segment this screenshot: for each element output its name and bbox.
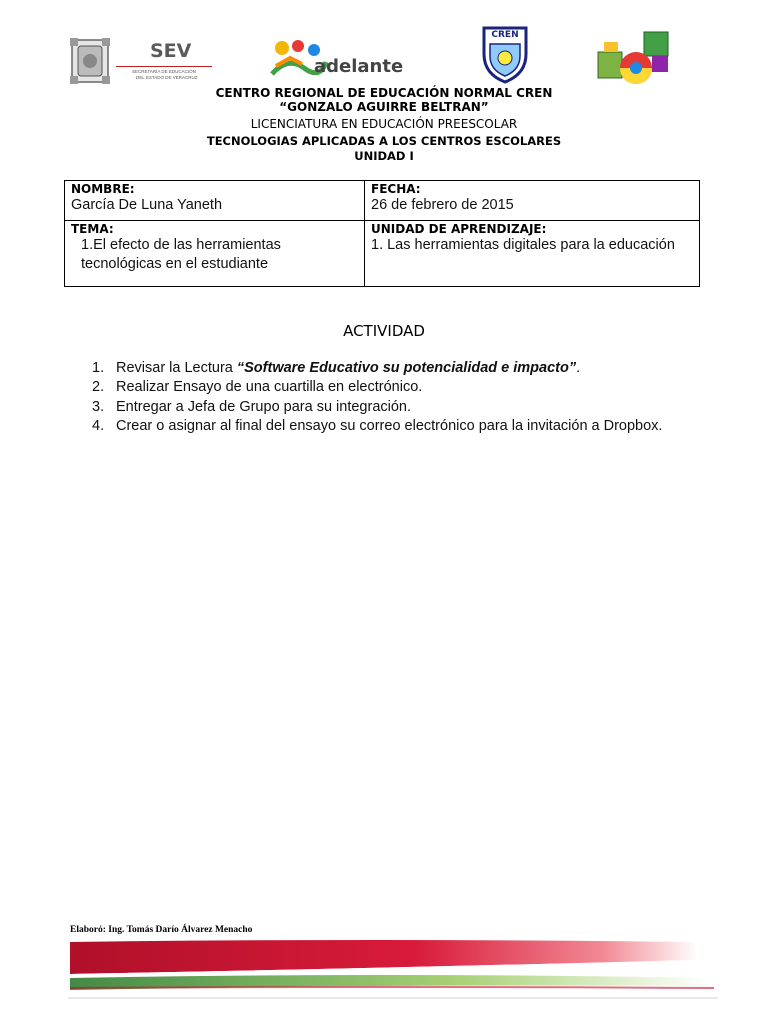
adelante-logo-text: adelante — [314, 56, 404, 77]
table-row — [65, 181, 700, 221]
list-item — [92, 378, 662, 397]
info-table — [64, 180, 700, 287]
fecha-cell — [365, 181, 700, 221]
list-item-number: 3. — [92, 398, 105, 415]
footer-banner — [68, 938, 718, 1000]
sev-logo — [116, 40, 216, 86]
unidad-label: UNIDAD DE APRENDIZAJE: — [371, 222, 547, 236]
list-item — [92, 417, 662, 436]
tema-cell — [65, 221, 365, 287]
sev-logo-subtitle-1: SECRETARÍA DE EDUCACIÓN — [132, 69, 196, 74]
nombre-cell — [65, 181, 365, 221]
toy-blocks-logo — [596, 28, 672, 86]
nombre-label: NOMBRE: — [71, 182, 135, 196]
list-item — [92, 398, 662, 417]
fecha-value: 26 de febrero de 2015 — [371, 197, 514, 213]
degree-name: LICENCIATURA EN EDUCACIÓN PREESCOLAR — [250, 117, 518, 131]
unidad-value: 1. Las herramientas digitales para la educación — [371, 237, 675, 253]
tema-label: TEMA: — [71, 222, 114, 236]
list-item-text: Revisar la Lectura — [116, 360, 237, 376]
sev-logo-subtitle-2: DEL ESTADO DE VERACRUZ — [136, 75, 198, 80]
school-subname: “GONZALO AGUIRRE BELTRAN” — [279, 100, 489, 114]
list-item-text: Realizar Ensayo de una cuartilla en electrónico. — [116, 379, 423, 396]
list-item — [92, 359, 662, 378]
veracruz-coat-of-arms-logo — [68, 36, 112, 86]
list-item-text-end: . — [576, 360, 581, 376]
reading-title: “Software Educativo su potencialidad e impacto” — [236, 360, 577, 376]
school-name: CENTRO REGIONAL DE EDUCACIÓN NORMAL CREN — [215, 86, 553, 100]
list-item-number: 1. — [92, 360, 105, 376]
tema-value-line-2: tecnológicas en el estudiante — [81, 256, 269, 272]
list-item-number: 2. — [92, 379, 105, 396]
course-name: TECNOLOGIAS APLICADAS A LOS CENTROS ESCOLARES — [206, 134, 562, 148]
fecha-label: FECHA: — [371, 182, 421, 196]
list-item-number: 4. — [92, 417, 105, 434]
unidad-cell — [365, 221, 700, 287]
table-row — [65, 221, 700, 287]
activity-list — [92, 359, 662, 436]
nombre-value: García De Luna Yaneth — [71, 197, 223, 213]
tema-value-line-1: 1.El efecto de las herramientas — [81, 237, 281, 253]
sev-logo-line — [116, 66, 212, 67]
author-credit: Elaboró: Ing. Tomás Darío Álvarez Menacho — [70, 925, 253, 935]
activity-title: ACTIVIDAD — [343, 322, 425, 340]
adelante-logo — [268, 38, 404, 84]
list-item-text: Entregar a Jefa de Grupo para su integración. — [116, 398, 412, 415]
list-item-text: Crear o asignar al final del ensayo su correo electrónico para la invitación a Dropbox. — [116, 417, 663, 434]
unit-name: UNIDAD I — [354, 149, 414, 163]
cren-shield-text: CREN — [491, 30, 519, 40]
sev-logo-text: SEV — [150, 40, 192, 62]
